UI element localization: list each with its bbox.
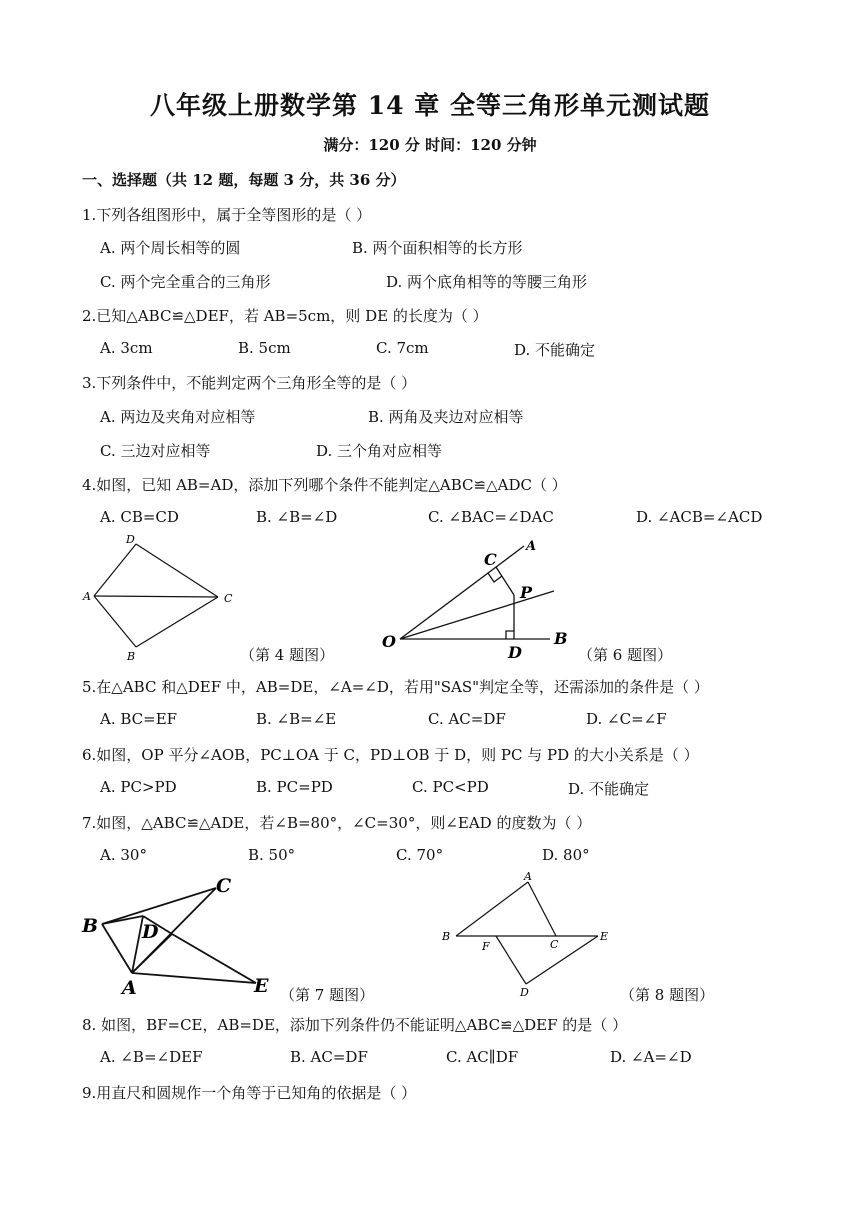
q7-option-c: C. 70° — [396, 846, 444, 864]
q5-option-c: C. AC=DF — [428, 710, 506, 728]
fig7-caption: （第 7 题图） — [280, 986, 375, 1004]
fig7-label-b: B — [82, 915, 99, 937]
fig6-caption: （第 6 题图） — [578, 646, 673, 664]
fig7-label-d: D — [142, 921, 159, 943]
fig7-label-e: E — [254, 975, 269, 997]
question-8: 8. 如图，BF=CE，AB=DE，添加下列条件仍不能证明△ABC≌△DEF 的是（ ） — [82, 1016, 628, 1034]
q2-option-c: C. 7cm — [376, 339, 429, 357]
fig4-caption: （第 4 题图） — [240, 646, 335, 664]
q4-option-d: D. ∠ACB=∠ACD — [636, 508, 763, 526]
fig8-label-a: A — [524, 870, 532, 883]
q8-option-b: B. AC=DF — [290, 1048, 368, 1066]
q1-option-b: B. 两个面积相等的长方形 — [352, 239, 523, 257]
q1-option-d: D. 两个底角相等的等腰三角形 — [386, 273, 588, 291]
fig8-label-b: B — [442, 930, 451, 943]
fig8-label-d: D — [520, 986, 529, 999]
q4-option-a: A. CB=CD — [100, 508, 179, 526]
q2-option-d: D. 不能确定 — [514, 341, 596, 359]
q7-option-a: A. 30° — [100, 846, 147, 864]
section-heading: 一、选择题（共 12 题，每题 3 分，共 36 分） — [82, 171, 406, 189]
q4-option-b: B. ∠B=∠D — [256, 508, 338, 526]
question-1: 1.下列各组图形中，属于全等图形的是（ ） — [82, 206, 372, 224]
exam-info: 满分：120 分 时间：120 分钟 — [323, 136, 537, 154]
figure-q8 — [436, 866, 616, 1002]
q3-option-c: C. 三边对应相等 — [100, 442, 211, 460]
fig6-label-c: C — [484, 550, 497, 569]
fig6-label-a: A — [526, 539, 537, 554]
fig6-label-p: P — [520, 583, 533, 602]
fig8-label-e: E — [600, 930, 609, 943]
fig8-caption: （第 8 题图） — [620, 986, 715, 1004]
fig4-label-d: D — [126, 533, 135, 546]
q5-option-b: B. ∠B=∠E — [256, 710, 337, 728]
fig4-label-a: A — [83, 590, 91, 603]
q3-option-a: A. 两边及夹角对应相等 — [100, 408, 256, 426]
question-3: 3.下列条件中，不能判定两个三角形全等的是（ ） — [82, 374, 417, 392]
q7-option-d: D. 80° — [542, 846, 590, 864]
fig4-label-b: B — [127, 650, 136, 663]
q6-option-a: A. PC>PD — [100, 778, 177, 796]
q8-option-c: C. AC∥DF — [446, 1048, 519, 1066]
q4-option-c: C. ∠BAC=∠DAC — [428, 508, 554, 526]
question-2: 2.已知△ABC≌△DEF，若 AB=5cm，则 DE 的长度为（ ） — [82, 307, 488, 325]
q5-option-a: A. BC=EF — [100, 710, 178, 728]
figure-q6 — [378, 534, 578, 664]
q5-option-d: D. ∠C=∠F — [586, 710, 667, 728]
q2-option-b: B. 5cm — [238, 339, 291, 357]
q1-option-c: C. 两个完全重合的三角形 — [100, 273, 271, 291]
q3-option-b: B. 两角及夹边对应相等 — [368, 408, 524, 426]
q6-option-c: C. PC<PD — [412, 778, 489, 796]
question-4: 4.如图，已知 AB=AD，添加下列哪个条件不能判定△ABC≌△ADC（ ） — [82, 476, 567, 494]
question-9: 9.用直尺和圆规作一个角等于已知角的依据是（ ） — [82, 1084, 417, 1102]
question-5: 5.在△ABC 和△DEF 中，AB=DE，∠A=∠D，若用"SAS"判定全等，还需添加的条件是（ ） — [82, 678, 709, 696]
fig7-label-a: A — [122, 977, 137, 999]
question-6: 6.如图，OP 平分∠AOB，PC⊥OA 于 C，PD⊥OB 于 D，则 PC 与 PD 的大小关系是（ ） — [82, 746, 699, 764]
q2-option-a: A. 3cm — [100, 339, 153, 357]
fig8-label-f: F — [482, 940, 490, 953]
q6-option-d: D. 不能确定 — [568, 780, 650, 798]
question-7: 7.如图，△ABC≌△ADE，若∠B=80°，∠C=30°，则∠EAD 的度数为（ ） — [82, 814, 592, 832]
figure-q7 — [76, 870, 286, 1002]
page-title: 八年级上册数学第 14 章 全等三角形单元测试题 — [150, 91, 710, 120]
q8-option-d: D. ∠A=∠D — [610, 1048, 692, 1066]
q7-option-b: B. 50° — [248, 846, 296, 864]
q8-option-a: A. ∠B=∠DEF — [100, 1048, 203, 1066]
fig6-label-o: O — [382, 632, 396, 651]
fig8-label-c: C — [550, 938, 559, 951]
q1-option-a: A. 两个周长相等的圆 — [100, 239, 241, 257]
fig6-label-b: B — [554, 629, 568, 648]
fig7-label-c: C — [216, 875, 232, 897]
figure-q4 — [78, 532, 248, 666]
q3-option-d: D. 三个角对应相等 — [316, 442, 443, 460]
fig4-label-c: C — [224, 592, 233, 605]
fig6-label-d: D — [508, 643, 522, 662]
q6-option-b: B. PC=PD — [256, 778, 333, 796]
